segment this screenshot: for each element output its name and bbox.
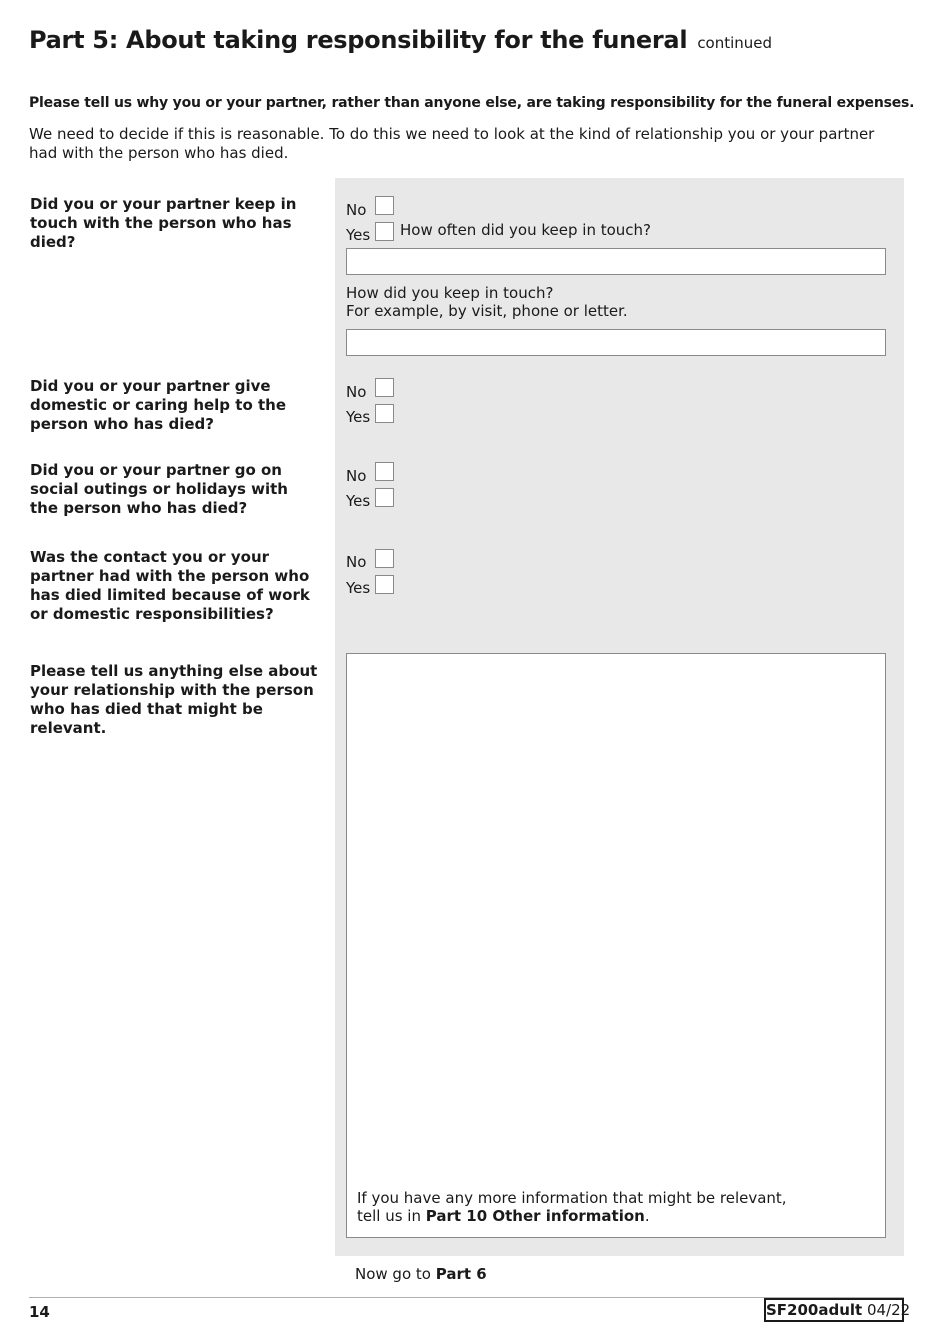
question-domestic-help: Did you or your partner give domestic or caring help to the person who has died? xyxy=(30,377,286,433)
form-version: 04/22 xyxy=(867,1301,911,1319)
form-code: SF200adult xyxy=(766,1301,863,1319)
question-contact-limited: Was the contact you or your partner had with the person who has died limited because of work or domestic responsibilities? xyxy=(30,548,310,623)
continued-label: continued xyxy=(697,34,773,52)
q2-yes-checkbox[interactable] xyxy=(375,404,394,423)
how-keep-in-touch-label: How did you keep in touch? xyxy=(346,284,554,302)
more-info-prefix: tell us in xyxy=(357,1207,426,1225)
q4-no-checkbox[interactable] xyxy=(375,549,394,568)
q2-yes-label: Yes xyxy=(346,407,371,426)
more-info-line1: If you have any more information that might be relevant, xyxy=(357,1189,787,1207)
intro-bold-text: Please tell us why you or your partner, rather than anyone else, are taking responsibility for the funeral expenses. xyxy=(29,95,915,111)
q4-yes-option xyxy=(346,578,370,597)
q1-yes-label: Yes xyxy=(346,225,371,244)
page-number: 14 xyxy=(29,1303,50,1321)
q3-yes-label: Yes xyxy=(346,491,371,510)
q3-no-checkbox[interactable] xyxy=(375,462,394,481)
more-info-note xyxy=(357,1189,787,1225)
q3-no-option xyxy=(346,466,366,485)
q2-no-option xyxy=(346,382,366,401)
q1-yes-option xyxy=(346,225,370,244)
q2-no-checkbox[interactable] xyxy=(375,378,394,397)
next-part-instruction xyxy=(355,1265,487,1283)
relationship-details-textarea[interactable] xyxy=(346,653,886,1238)
q1-no-checkbox[interactable] xyxy=(375,196,394,215)
question-social-outings: Did you or your partner go on social outings or holidays with the person who has died? xyxy=(30,461,288,517)
question-anything-else: Please tell us anything else about your relationship with the person who has died that might be relevant. xyxy=(30,662,318,737)
q3-no-label: No xyxy=(346,466,367,485)
q3-yes-option xyxy=(346,491,370,510)
how-keep-in-touch-example: For example, by visit, phone or letter. xyxy=(346,302,628,320)
page-title-text: Part 5: About taking responsibility for the funeral xyxy=(29,26,688,54)
q1-no-label: No xyxy=(346,200,367,219)
how-often-input[interactable] xyxy=(346,248,886,275)
how-keep-in-touch-hint xyxy=(346,284,628,320)
q1-yes-checkbox[interactable] xyxy=(375,222,394,241)
q4-no-label: No xyxy=(346,552,367,571)
more-info-suffix: . xyxy=(644,1207,650,1225)
next-part-ref: Part 6 xyxy=(435,1265,487,1283)
q2-yes-option xyxy=(346,407,370,426)
question-keep-in-touch: Did you or your partner keep in touch with the person who has died? xyxy=(30,195,297,251)
q4-yes-label: Yes xyxy=(346,578,371,597)
more-info-part-ref: Part 10 Other information xyxy=(425,1207,645,1225)
intro-text: We need to decide if this is reasonable. To do this we need to look at the kind of relationship you or your partner had with the person who has died. xyxy=(29,125,875,162)
how-often-label: How often did you keep in touch? xyxy=(400,221,652,239)
page-title xyxy=(29,26,772,54)
q1-no-option xyxy=(346,200,366,219)
how-keep-in-touch-input[interactable] xyxy=(346,329,886,356)
next-part-prefix: Now go to xyxy=(355,1265,436,1283)
q4-no-option xyxy=(346,552,366,571)
q3-yes-checkbox[interactable] xyxy=(375,488,394,507)
form-code-badge xyxy=(764,1298,911,1322)
more-info-line2 xyxy=(357,1207,787,1225)
q2-no-label: No xyxy=(346,382,367,401)
q4-yes-checkbox[interactable] xyxy=(375,575,394,594)
